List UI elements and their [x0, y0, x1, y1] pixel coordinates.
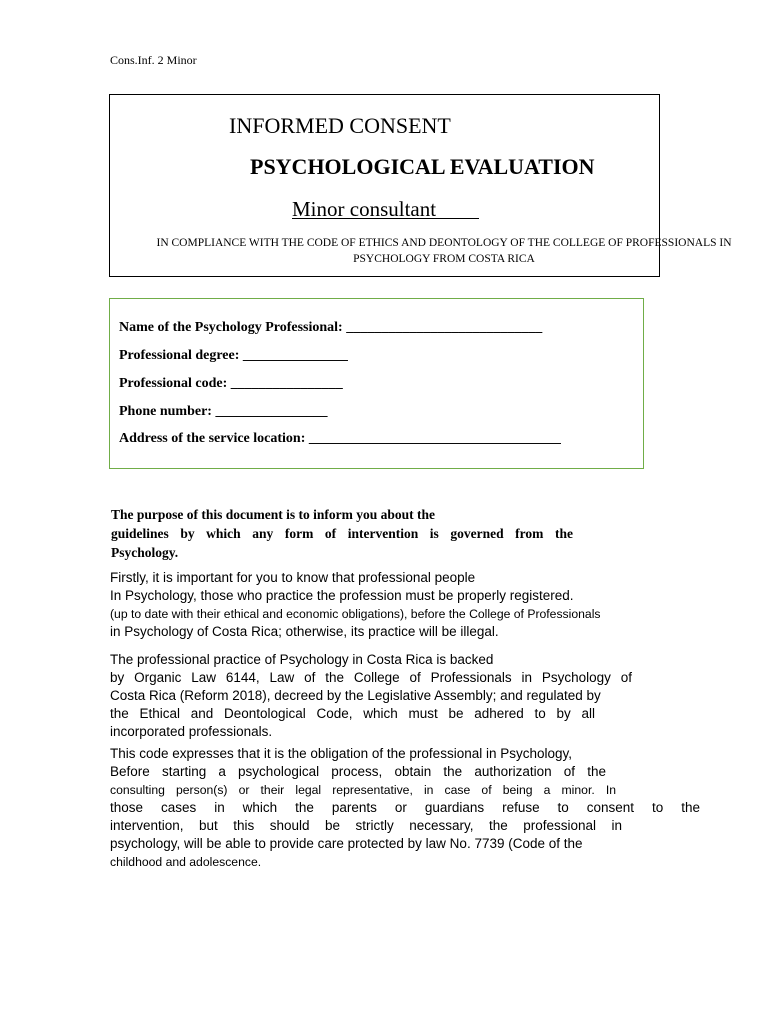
- field-professional-name[interactable]: Name of the Psychology Professional: ____________________________: [119, 320, 543, 335]
- paragraph-line: incorporated professionals.: [110, 724, 273, 739]
- purpose-line: The purpose of this document is to inform you about the: [111, 507, 436, 522]
- paragraph-line: those cases in which the parents or guardians refuse to consent to the: [110, 800, 700, 815]
- paragraph-line: consulting person(s) or their legal representative, in case of being a minor. In: [110, 783, 616, 797]
- paragraph-line: The professional practice of Psychology in Costa Rica is backed: [110, 652, 494, 667]
- paragraph-line: This code expresses that it is the obligation of the professional in Psychology,: [110, 746, 573, 761]
- paragraph-line: psychology, will be able to provide care protected by law No. 7739 (Code of the: [110, 836, 583, 851]
- paragraph-line: Firstly, it is important for you to know that professional people: [110, 570, 476, 585]
- paragraph-line: the Ethical and Deontological Code, which must be adhered to by all: [110, 706, 595, 721]
- paragraph-registration: [110, 569, 636, 641]
- paragraph-line: in Psychology of Costa Rica; otherwise, its practice will be illegal.: [110, 624, 499, 639]
- paragraph-line: intervention, but this should be strictly necessary, the professional in: [110, 818, 622, 833]
- paragraph-authorization: [110, 745, 700, 871]
- paragraph-line: (up to date with their ethical and economic obligations), before the College of Professionals: [110, 607, 601, 621]
- purpose-statement: [111, 505, 573, 562]
- field-phone-number[interactable]: Phone number: ________________: [119, 404, 328, 419]
- paragraph-line: Before starting a psychological process, obtain the authorization of the: [110, 764, 606, 779]
- purpose-line: guidelines by which any form of intervention is governed from the: [111, 526, 573, 541]
- paragraph-line: by Organic Law 6144, Law of the College of Professionals in Psychology of: [110, 670, 632, 685]
- purpose-line: Psychology.: [111, 545, 179, 560]
- document-title: INFORMED CONSENT: [229, 113, 451, 138]
- document-subtitle: PSYCHOLOGICAL EVALUATION: [250, 154, 595, 179]
- consultant-type: Minor consultant: [292, 197, 437, 221]
- title-underline: [292, 218, 479, 219]
- compliance-statement: IN COMPLIANCE WITH THE CODE OF ETHICS AND DEONTOLOGY OF THE COLLEGE OF PROFESSIONALS IN PSYCHOLOGY FROM COSTA RICA: [156, 237, 732, 265]
- field-professional-degree[interactable]: Professional degree: _______________: [119, 348, 348, 363]
- field-professional-code[interactable]: Professional code: ________________: [119, 376, 343, 391]
- paragraph-line: In Psychology, those who practice the profession must be properly registered.: [110, 588, 574, 603]
- paragraph-line: childhood and adolescence.: [110, 855, 262, 869]
- field-service-address[interactable]: Address of the service location: ____________________________________: [119, 431, 561, 446]
- paragraph-line: Costa Rica (Reform 2018), decreed by the Legislative Assembly; and regulated by: [110, 688, 601, 703]
- document-code: Cons.Inf. 2 Minor: [110, 53, 197, 67]
- paragraph-legal-basis: [110, 651, 632, 741]
